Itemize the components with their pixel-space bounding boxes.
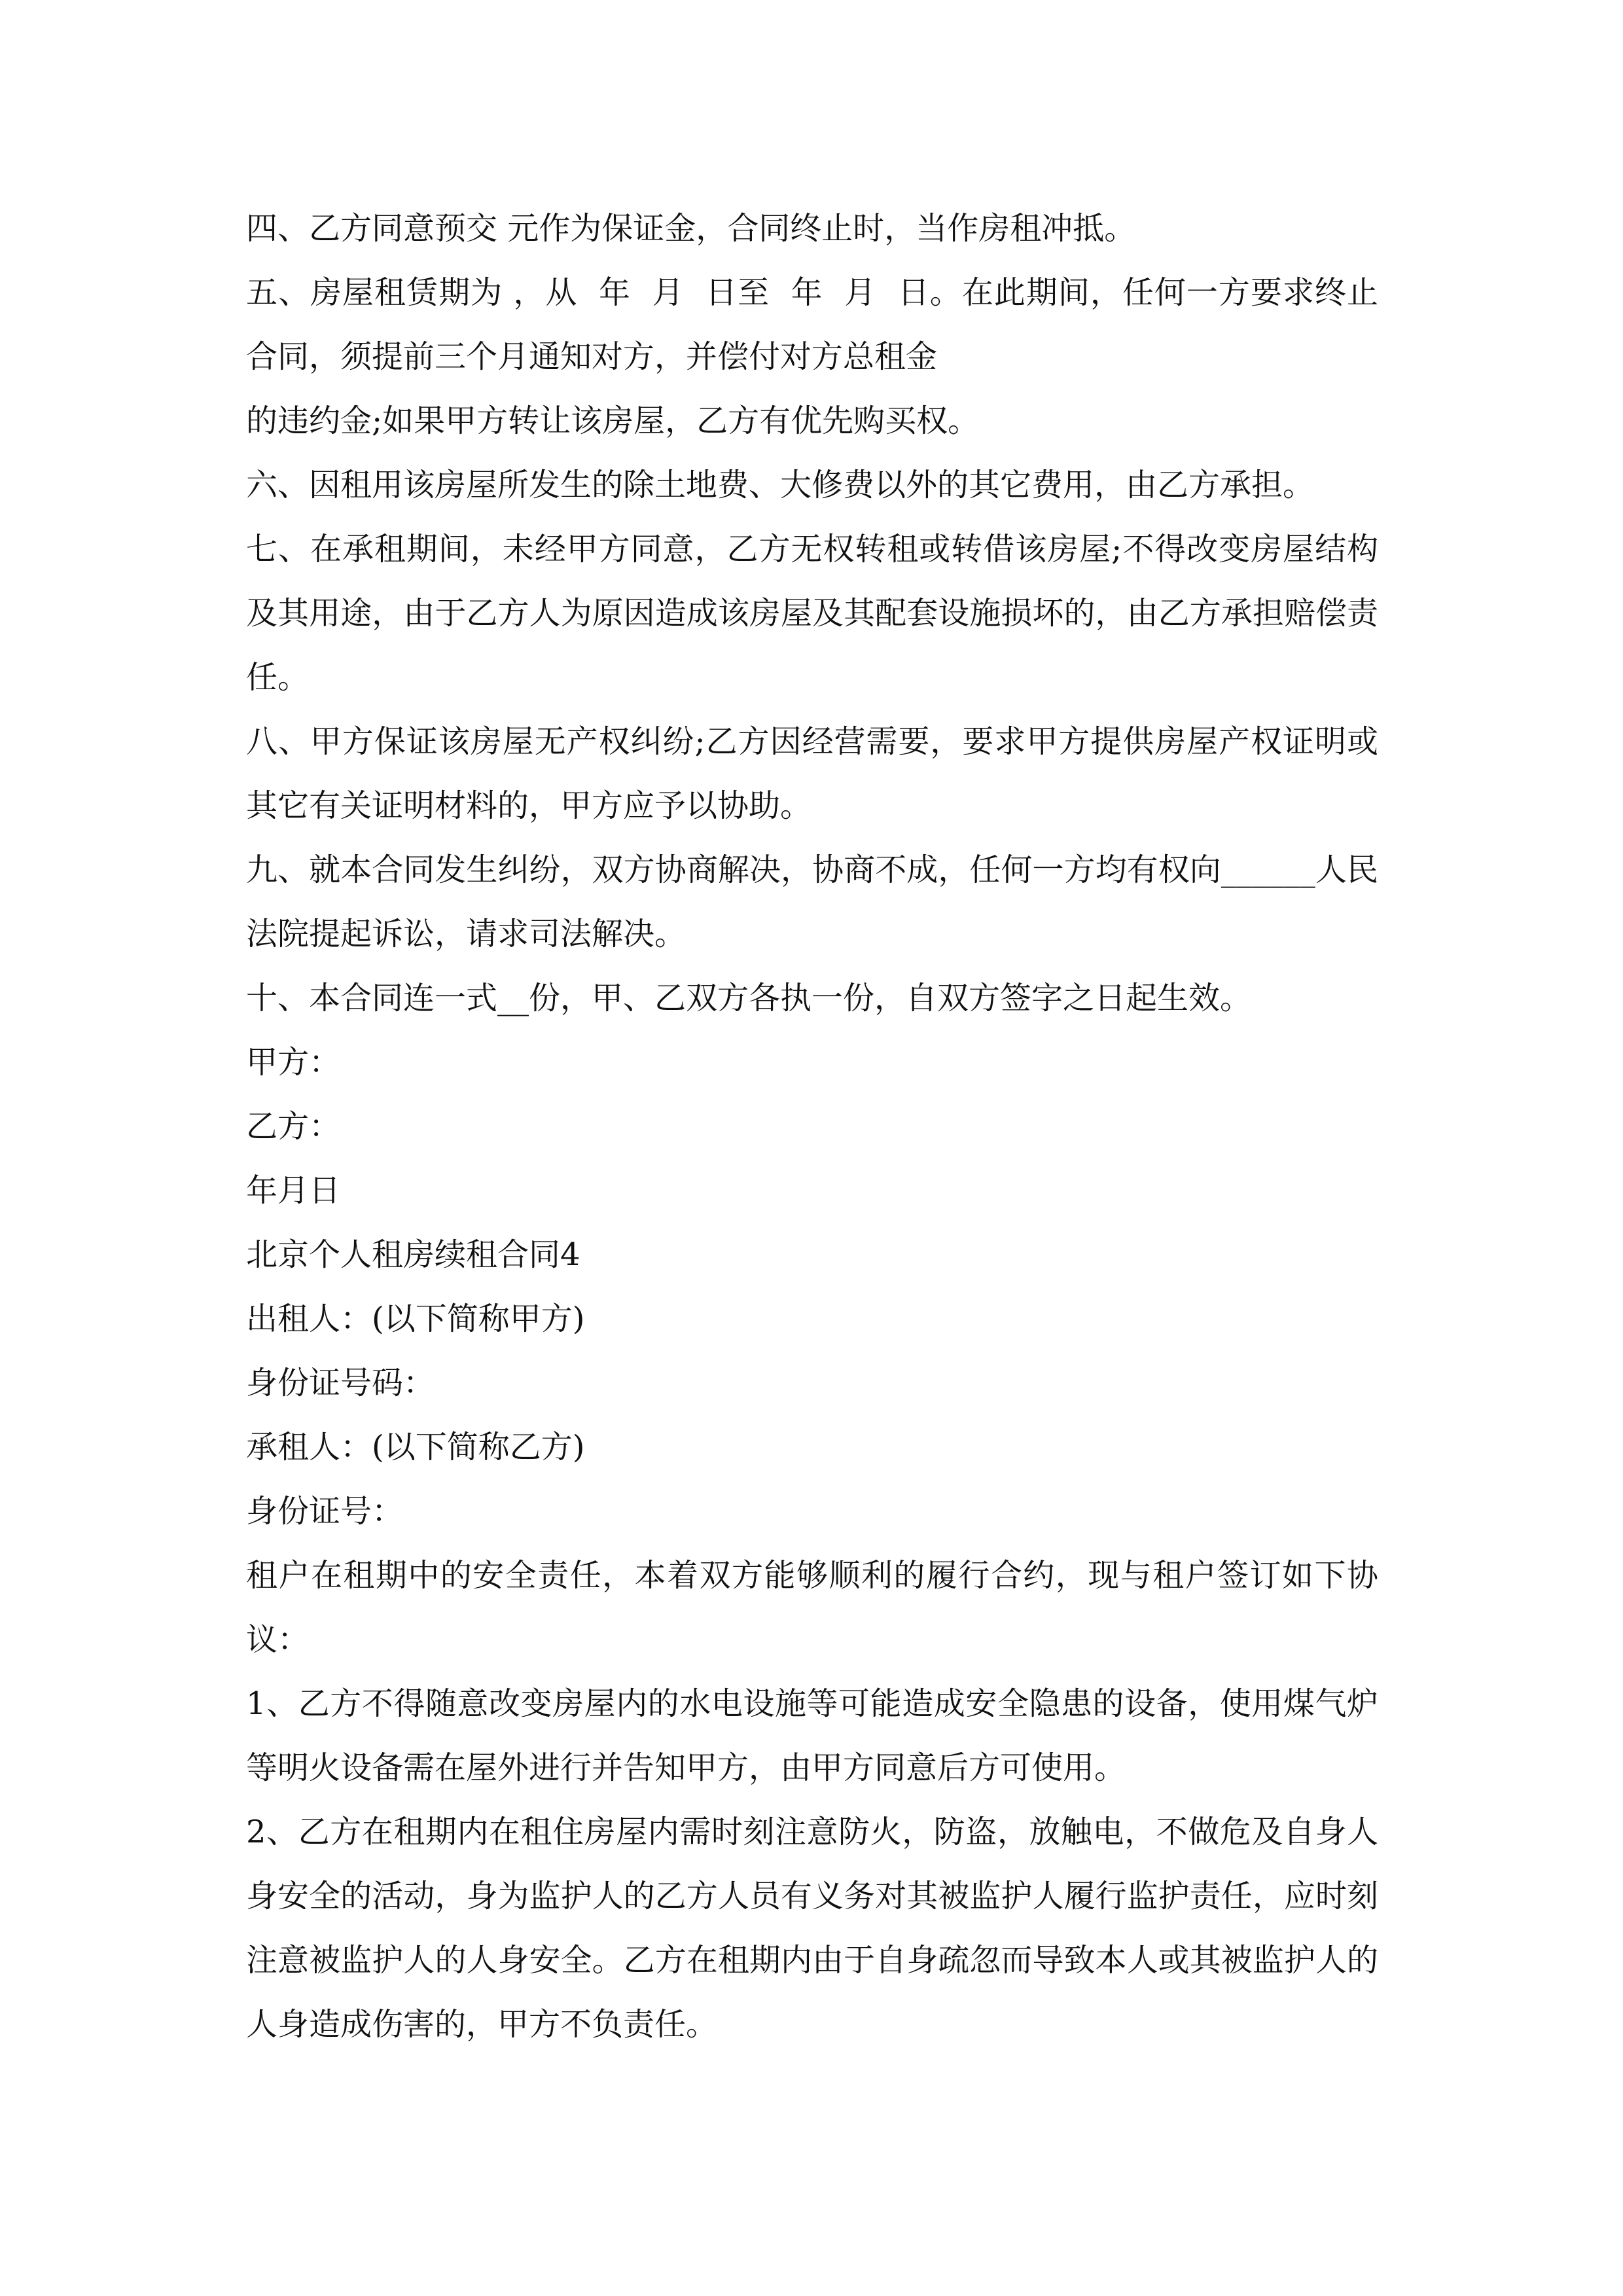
contract-title: 北京个人租房续租合同4 bbox=[246, 1236, 580, 1273]
article-1: 1、乙方不得随意改变房屋内的水电设施等可能造成安全隐患的设备，使用煤气炉等明火设备需在屋外进行并告知甲方，由甲方同意后方可使用。 bbox=[246, 1685, 1378, 1786]
clause-8-property-rights: 八、甲方保证该房屋无产权纠纷;乙方因经营需要，要求甲方提供房屋产权证明或其它有关证明材料的，甲方应予以协助。 bbox=[246, 723, 1378, 824]
clause-10-copies: 十、本合同连一式__份，甲、乙双方各执一份，自双方签字之日起生效。 bbox=[246, 980, 1252, 1016]
lessee-line: 承租人：(以下简称乙方) bbox=[246, 1429, 585, 1465]
party-b-signature-label: 乙方： bbox=[246, 1108, 341, 1145]
clause-5-continuation: 的违约金;如果甲方转让该房屋，乙方有优先购买权。 bbox=[246, 403, 980, 439]
clause-5-lease-term: 五、房屋租赁期为 ，从 年 月 日至 年 月 日。在此期间，任何一方要求终止合同，须提前三个月通知对方，并偿付对方总租金 bbox=[246, 274, 1378, 375]
clause-6-fees: 六、因租用该房屋所发生的除土地费、大修费以外的其它费用，由乙方承担。 bbox=[246, 467, 1315, 503]
party-a-signature-label: 甲方： bbox=[246, 1044, 341, 1081]
lessor-id-line: 身份证号码： bbox=[246, 1365, 435, 1401]
lessee-id-line: 身份证号： bbox=[246, 1493, 404, 1530]
date-line: 年月日 bbox=[246, 1172, 341, 1209]
lessor-line: 出租人：(以下简称甲方) bbox=[246, 1300, 585, 1337]
preamble: 租户在租期中的安全责任，本着双方能够顺利的履行合约，现与租户签订如下协议： bbox=[246, 1557, 1378, 1658]
article-2: 2、乙方在租期内在租住房屋内需时刻注意防火，防盗，放触电，不做危及自身人身安全的活动，身为监护人的乙方人员有义务对其被监护人履行监护责任，应时刻注意被监护人的人身安全。乙方在租期内由于自身疏忽而导致本人或其被监护人的人身造成伤害的，甲方不负责任。 bbox=[246, 1814, 1378, 2043]
clause-9-disputes: 九、就本合同发生纠纷，双方协商解决，协商不成，任何一方均有权向______人民法院提起诉讼，请求司法解决。 bbox=[246, 852, 1378, 952]
clause-4-deposit: 四、乙方同意预交 元作为保证金，合同终止时，当作房租冲抵。 bbox=[246, 210, 1136, 247]
document-body bbox=[246, 196, 1378, 2056]
clause-7-sublease: 七、在承租期间，未经甲方同意，乙方无权转租或转借该房屋;不得改变房屋结构及其用途，由于乙方人为原因造成该房屋及其配套设施损坏的，由乙方承担赔偿责任。 bbox=[246, 531, 1378, 696]
